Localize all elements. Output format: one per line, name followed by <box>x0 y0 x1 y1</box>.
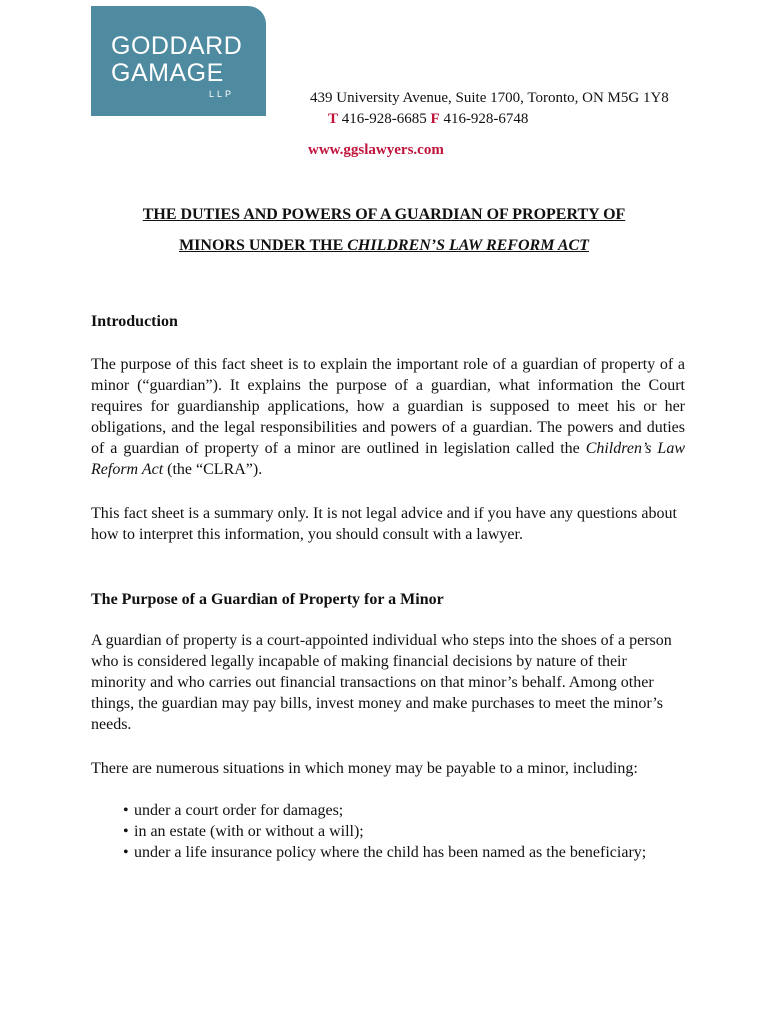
logo-suffix: LLP <box>209 89 235 99</box>
document-title-line-2 <box>0 236 768 256</box>
section-heading-purpose: The Purpose of a Guardian of Property for a Minor <box>91 591 444 608</box>
list-item: • in an estate (with or without a will); <box>113 821 673 842</box>
document-title-line-1 <box>0 205 768 225</box>
intro-p1-end: (the “CLRA”). <box>163 461 263 478</box>
firm-phones <box>328 109 528 129</box>
list-item: • under a court order for damages; <box>113 800 673 821</box>
title-line-2-italic: CHILDREN’S LAW REFORM ACT <box>347 237 589 254</box>
website-line <box>308 140 444 160</box>
list-item: • under a life insurance policy where the child has been named as the beneficiary; <box>113 842 673 863</box>
title-line-2-prefix: MINORS UNDER THE <box>179 237 348 254</box>
title-line-1-text: THE DUTIES AND POWERS OF A GUARDIAN OF PROPERTY OF <box>142 206 626 223</box>
firm-logo <box>91 6 266 116</box>
logo-line-1: GODDARD <box>111 32 243 60</box>
phone-label: T <box>328 111 339 127</box>
logo-line-2: GAMAGE <box>111 59 224 87</box>
intro-p1-act-name: Children’s Law Reform Act <box>91 440 685 478</box>
firm-address: 439 University Avenue, Suite 1700, Toronto, ON M5G 1Y8 <box>310 90 669 106</box>
introduction-paragraph-2: This fact sheet is a summary only. It is not legal advice and if you have any questions about how to interpret this information, you should consult with a lawyer. <box>91 505 677 543</box>
section-heading-introduction: Introduction <box>91 313 178 330</box>
fax-number: 416-928-6748 <box>443 111 529 127</box>
money-situations-list <box>113 800 673 863</box>
phone-number: 416-928-6685 <box>341 111 427 127</box>
fax-label: F <box>430 111 440 127</box>
purpose-paragraph-2: There are numerous situations in which money may be payable to a minor, including: <box>91 760 638 777</box>
intro-p1-text: The purpose of this fact sheet is to explain the important role of a guardian of property of a minor (“guardian”). It explains the purpose of a guardian, what information the Court requires for guardianship applications, how a guardian is supposed to meet his or her obligations, and the legal responsibilities and powers of a guardian. The powers and duties of a guardian of property of a minor are outlined in legislation called the <box>91 356 685 457</box>
website-link[interactable]: www.ggslawyers.com <box>308 142 444 158</box>
purpose-paragraph-1: A guardian of property is a court-appointed individual who steps into the shoes of a person who is considered legally incapable of making financial decisions by nature of their minority and who carries out financial transactions on that minor’s behalf. Among other things, the guardian may pay bills, invest money and make purchases to meet the minor’s needs. <box>91 632 672 733</box>
introduction-paragraph-1 <box>91 354 685 480</box>
